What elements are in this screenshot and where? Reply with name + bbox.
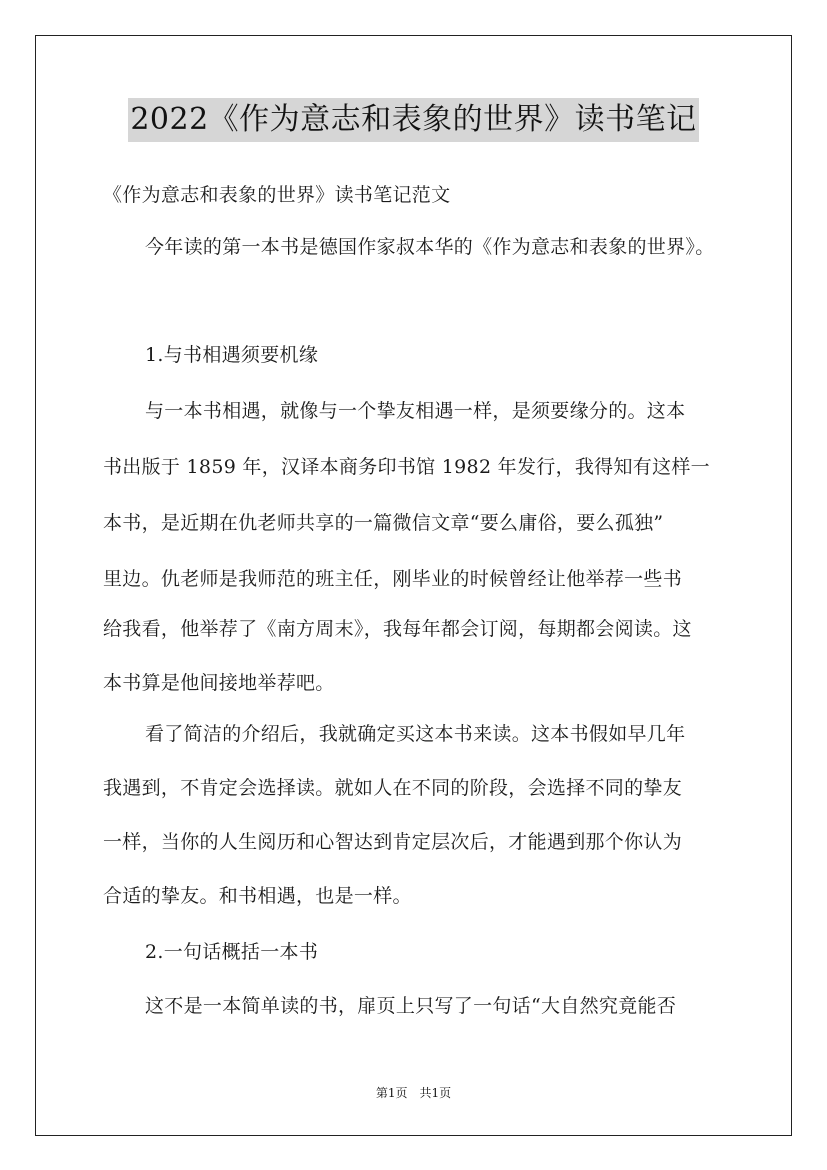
- body-line: 这不是一本简单读的书，扉页上只写了一句话“大自然究竟能否: [145, 995, 677, 1017]
- body-line: 里边。仇老师是我师范的班主任，刚毕业的时候曾经让他举荐一些书: [103, 568, 683, 590]
- body-line: 本书，是近期在仇老师共享的一篇微信文章“要么庸俗，要么孤独”: [103, 512, 664, 534]
- body-line: 给我看，他举荐了《南方周末》，我每年都会订阅，每期都会阅读。这: [103, 618, 692, 640]
- section-heading: 2.一句话概括一本书: [145, 941, 319, 963]
- body-line: 我遇到，不肯定会选择读。就如人在不同的阶段，会选择不同的挚友: [103, 777, 683, 799]
- body-line: 合适的挚友。和书相遇，也是一样。: [103, 885, 412, 907]
- document-title: 2022《作为意志和表象的世界》读书笔记: [128, 98, 698, 142]
- body-line: 书出版于 1859 年，汉译本商务印书馆 1982 年发行，我得知有这样一: [103, 456, 710, 478]
- body-line: 本书算是他间接地举荐吧。: [103, 672, 335, 694]
- body-line: 一样，当你的人生阅历和心智达到肯定层次后，才能遇到那个你认为: [103, 831, 683, 853]
- title-container: [0, 98, 827, 142]
- section-heading: 1.与书相遇须要机缘: [145, 344, 319, 366]
- page-number: 第1页 共1页: [375, 1086, 452, 1100]
- document-subtitle: 《作为意志和表象的世界》读书笔记范文: [103, 184, 451, 206]
- body-line: 与一本书相遇，就像与一个挚友相遇一样，是须要缘分的。这本: [145, 400, 686, 422]
- body-line: 今年读的第一本书是德国作家叔本华的《作为意志和表象的世界》。: [145, 236, 715, 258]
- body-line: 看了简洁的介绍后，我就确定买这本书来读。这本书假如早几年: [145, 723, 686, 745]
